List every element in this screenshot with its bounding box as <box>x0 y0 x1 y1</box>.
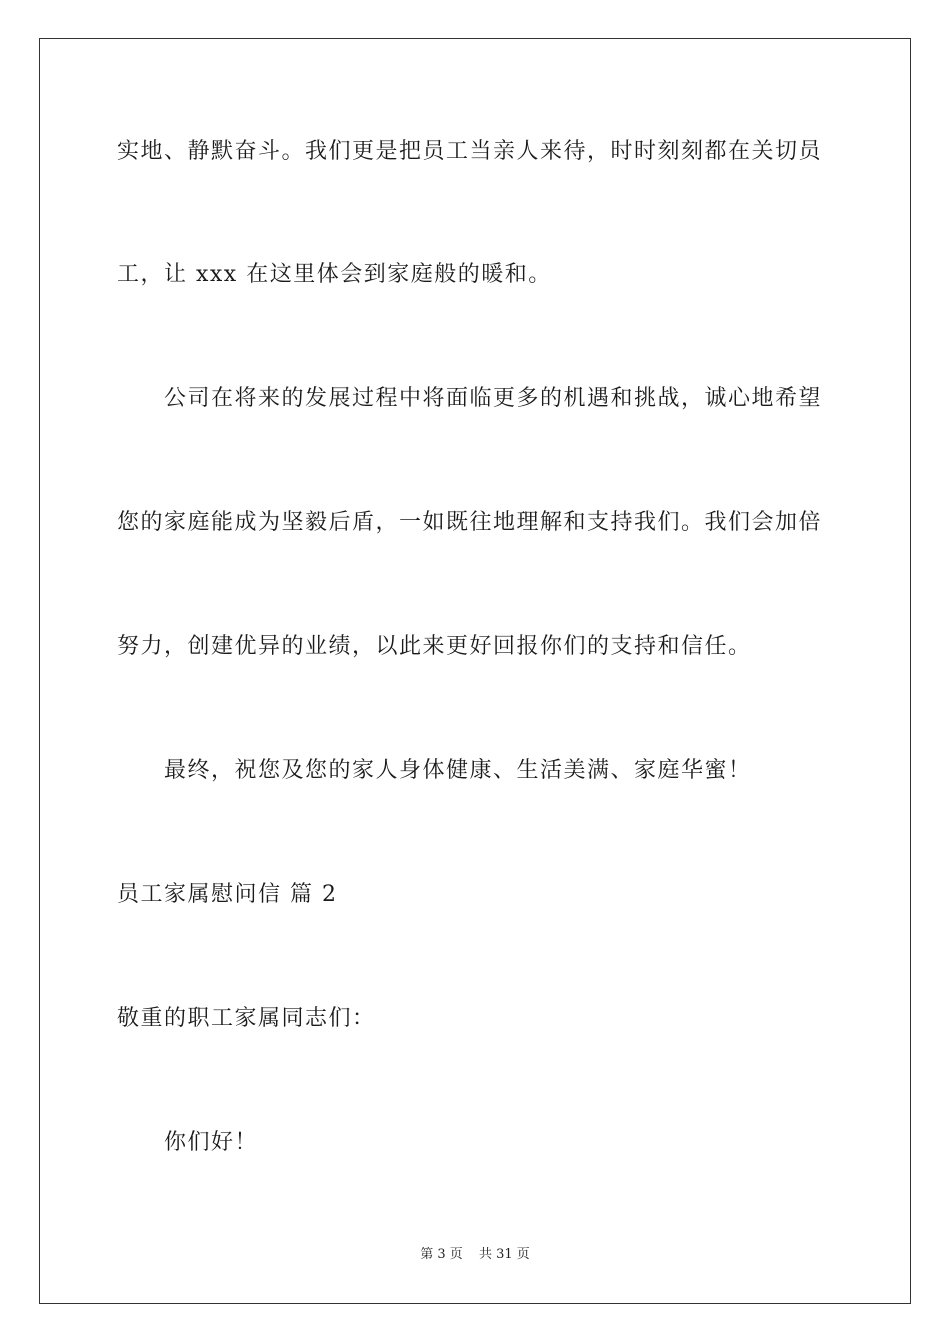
greeting: 你们好！ <box>164 1130 259 1155</box>
section-title: 员工家属慰问信 篇 2 <box>117 882 338 907</box>
body-line-3: 公司在将来的发展过程中将面临更多的机遇和挑战，诚心地希望 <box>164 386 823 411</box>
page-border <box>39 38 911 1304</box>
body-line-1: 实地、静默奋斗。我们更是把员工当亲人来待，时时刻刻都在关切员 <box>117 139 823 164</box>
page-total: 共 31 页 <box>478 1247 530 1262</box>
closing-line: 最终，祝您及您的家人身体健康、生活美满、家庭华蜜！ <box>164 758 752 783</box>
salutation: 敬重的职工家属同志们： <box>117 1006 376 1031</box>
body-line-2: 工，让 xxx 在这里体会到家庭般的暖和。 <box>117 262 552 287</box>
body-line-4: 您的家庭能成为坚毅后盾，一如既往地理解和支持我们。我们会加倍 <box>117 510 823 535</box>
page-footer <box>0 1246 950 1264</box>
page-number: 第 3 页 <box>420 1247 463 1262</box>
body-line-5: 努力，创建优异的业绩，以此来更好回报你们的支持和信任。 <box>117 634 752 659</box>
